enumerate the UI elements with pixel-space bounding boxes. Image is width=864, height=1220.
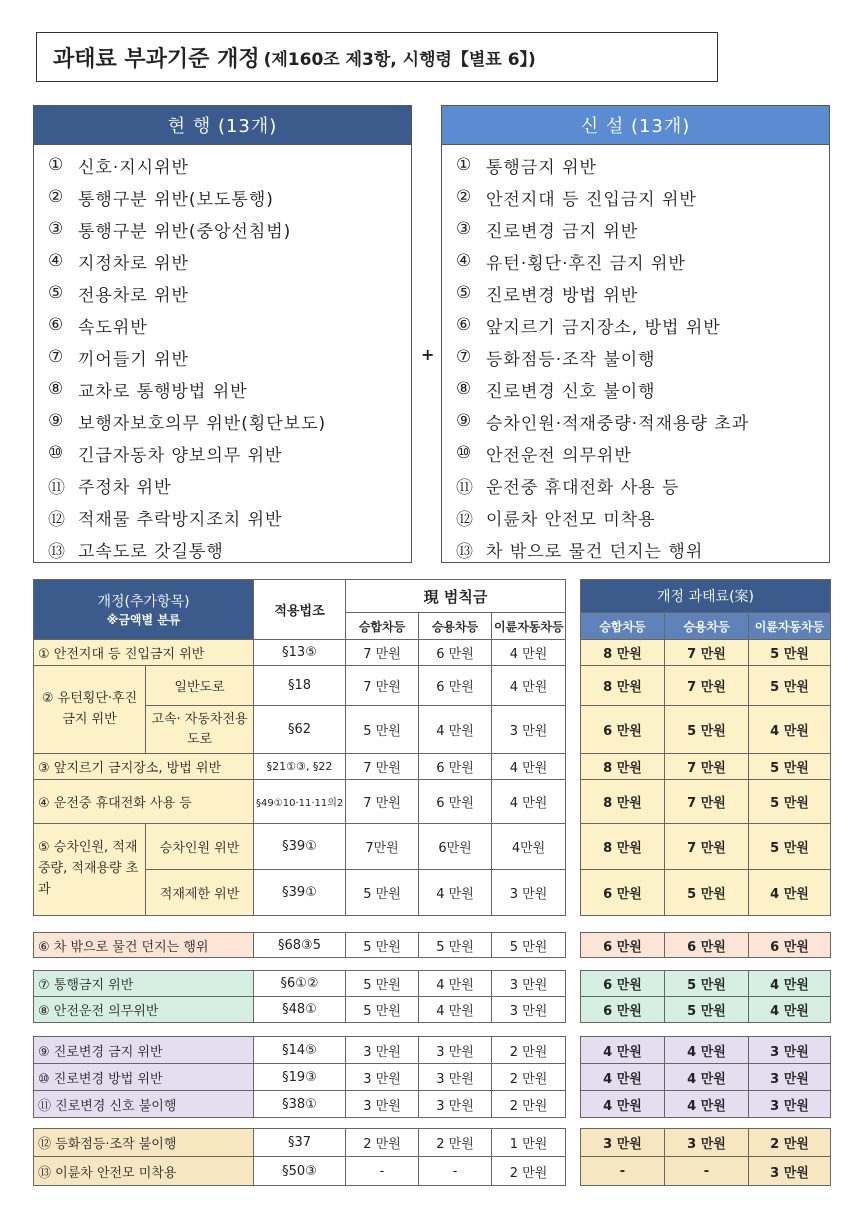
list-item: ⑪ 운전중 휴대전화 사용 등 — [456, 477, 680, 498]
list-item: ② 안전지대 등 진입금지 위반 — [456, 187, 697, 210]
table-row: 8 만원 7 만원 5 만원 — [581, 780, 831, 824]
table-row: ① 안전지대 등 진입금지 위반 §13⑤ 7 만원 6 만원 4 만원 — [34, 640, 566, 666]
fine-table-group7-8-new — [580, 970, 831, 1023]
table-row: 6 만원 5 만원 4 만원 — [581, 971, 831, 997]
list-item: ⑩ 안전운전 의무위반 — [456, 443, 632, 466]
list-item: ④ 유턴·횡단·후진 금지 위반 — [456, 251, 686, 274]
current-header: 현 행 (13개) — [34, 106, 411, 145]
table-row: ⑤ 승차인원, 적재중량, 적재용량 초과 승차인원 위반 §39① 7만원 6만원 4만원 — [34, 824, 566, 870]
list-item: ⑥ 앞지르기 금지장소, 방법 위반 — [456, 315, 721, 338]
list-item: ⑦ 끼어들기 위반 — [48, 347, 189, 370]
list-item: ⑤ 전용차로 위반 — [48, 283, 189, 306]
table-row: 3 만원 3 만원 2 만원 — [581, 1129, 831, 1157]
title-main: 과태료 부과기준 개정 — [53, 46, 260, 72]
fine-table-group9-11 — [33, 1036, 566, 1118]
table-row: 6 만원 6 만원 6 만원 — [581, 933, 831, 958]
table-row: ⑫ 등화점등·조작 불이행 §37 2 만원 2 만원 1 만원 — [34, 1129, 566, 1157]
table-row: 적재제한 위반 §39① 5 만원 4 만원 3 만원 — [34, 870, 566, 916]
fine-table-group6 — [33, 932, 566, 958]
table-row: ④ 운전중 휴대전화 사용 등 §49①10·11·11의2 7 만원 6 만원 4 만원 — [34, 780, 566, 824]
table-row: 8 만원 7 만원 5 만원 — [581, 824, 831, 870]
table-row: 8 만원 7 만원 5 만원 — [581, 640, 831, 666]
fine-table-group9-11-new — [580, 1036, 831, 1118]
list-item: ⑨ 승차인원·적재중량·적재용량 초과 — [456, 411, 750, 434]
list-item: ⑫ 이륜차 안전모 미착용 — [456, 509, 656, 530]
table-row: 6 만원 5 만원 4 만원 — [581, 870, 831, 916]
list-item: ⑬ 고속도로 갓길통행 — [48, 541, 224, 562]
list-item: ③ 진로변경 금지 위반 — [456, 219, 639, 242]
fine-table-group12-13 — [33, 1128, 566, 1186]
list-item: ⑤ 진로변경 방법 위반 — [456, 283, 639, 306]
fine-table-group6-new — [580, 932, 831, 958]
plus-sign: + — [421, 345, 435, 364]
list-item: ⑥ 속도위반 — [48, 315, 148, 338]
fine-table-group7-8 — [33, 970, 566, 1023]
fine-table-current — [33, 579, 566, 916]
list-item: ⑩ 긴급자동차 양보의무 위반 — [48, 443, 283, 466]
table-row: 6 만원 5 만원 4 만원 — [581, 997, 831, 1023]
added-list — [442, 145, 829, 565]
fine-table-new: 개정 과태료(案) 승합차등 승용차등 이륜자동차등 8 만원 7 만원 5 만원 8 만원 7 만원 5 만원 6 만원 5 만원 4 만원 8 만원 7 만원 5 만원 8 만원 7 만원 5 만원 8 만원 7 만원 5 만원 6 만원 5 만원 4 만원 — [580, 579, 831, 916]
list-item: ④ 지정차로 위반 — [48, 251, 189, 274]
table-row: 6 만원 5 만원 4 만원 — [581, 706, 831, 754]
added-header: 신 설 (13개) — [442, 106, 829, 145]
table-row: ⑥ 차 밖으로 물건 던지는 행위 §68③5 5 만원 5 만원 5 만원 — [34, 933, 566, 958]
table-row: 8 만원 7 만원 5 만원 — [581, 754, 831, 780]
list-item: ⑧ 진로변경 신호 불이행 — [456, 379, 656, 402]
table-row: 4 만원 4 만원 3 만원 — [581, 1091, 831, 1118]
vehicle-bus: 승합차등 — [346, 613, 419, 640]
table-row: ⑨ 진로변경 금지 위반 §14⑤ 3 만원 3 만원 2 만원 — [34, 1037, 566, 1064]
list-item: ⑪ 주정차 위반 — [48, 477, 172, 498]
header-item: 개정(추가항목) ※금액별 분류 — [34, 580, 254, 640]
list-item: ① 신호·지시위반 — [48, 155, 189, 178]
document-title — [36, 32, 718, 82]
table-row: 고속· 자동차전용도로 §62 5 만원 4 만원 3 만원 — [34, 706, 566, 754]
header-new-fine: 개정 과태료(案) — [581, 580, 831, 613]
added-box — [441, 105, 830, 563]
fine-table-group12-13-new — [580, 1128, 831, 1186]
table-row: ⑧ 안전운전 의무위반 §48① 5 만원 4 만원 3 만원 — [34, 997, 566, 1023]
table-row: ⑩ 진로변경 방법 위반 §19③ 3 만원 3 만원 2 만원 — [34, 1064, 566, 1091]
table-row: ⑬ 이륜차 안전모 미착용 §50③ - - 2 만원 — [34, 1157, 566, 1186]
table-row: 8 만원 7 만원 5 만원 — [581, 666, 831, 706]
list-item: ⑫ 적재물 추락방지조치 위반 — [48, 509, 283, 530]
list-item: ② 통행구분 위반(보도통행) — [48, 187, 274, 210]
list-item: ⑨ 보행자보호의무 위반(횡단보도) — [48, 411, 327, 434]
table-row: 4 만원 4 만원 3 만원 — [581, 1037, 831, 1064]
current-box — [33, 105, 412, 563]
table-row: ③ 앞지르기 금지장소, 방법 위반 §21①③, §22 7 만원 6 만원 4 만원 — [34, 754, 566, 780]
header-law: 적용법조 — [254, 580, 346, 640]
list-item: ① 통행금지 위반 — [456, 155, 597, 178]
table-row: ⑪ 진로변경 신호 불이행 §38① 3 만원 3 만원 2 만원 — [34, 1091, 566, 1118]
current-list — [34, 145, 411, 565]
list-item: ⑧ 교차로 통행방법 위반 — [48, 379, 248, 402]
title-sub: (제160조 제3항, 시행령【별표 6】) — [263, 49, 536, 70]
table-row: ② 유턴횡단·후진 금지 위반 일반도로 §18 7 만원 6 만원 4 만원 — [34, 666, 566, 706]
list-item: ③ 통행구분 위반(중앙선침범) — [48, 219, 292, 242]
header-current-fine: 現 범칙금 — [346, 580, 566, 613]
table-row: - - 3 만원 — [581, 1157, 831, 1186]
vehicle-car: 승용차등 — [419, 613, 492, 640]
list-item: ⑦ 등화점등·조작 불이행 — [456, 347, 656, 370]
vehicle-moto: 이륜자동차등 — [492, 613, 566, 640]
table-row: 4 만원 4 만원 3 만원 — [581, 1064, 831, 1091]
table-row: ⑦ 통행금지 위반 §6①② 5 만원 4 만원 3 만원 — [34, 971, 566, 997]
list-item: ⑬ 차 밖으로 물건 던지는 행위 — [456, 541, 704, 562]
